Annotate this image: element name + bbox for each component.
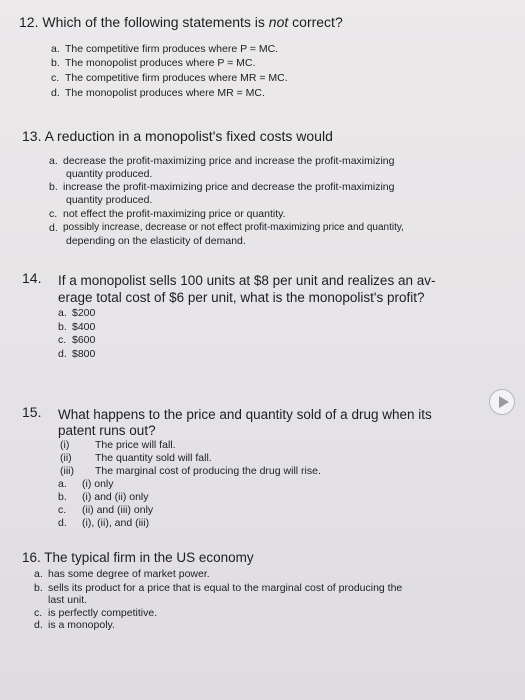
option-letter: d. (34, 619, 43, 631)
play-icon (498, 396, 510, 408)
stem-text-end: correct? (288, 14, 343, 30)
stem-text: Which of the following statements is (42, 14, 269, 30)
option-text: (ii) and (iii) only (82, 504, 154, 516)
option-letter: c. (34, 607, 43, 619)
option-text: The competitive firm produces where P = MC. (65, 43, 279, 55)
question-12-stem (19, 14, 343, 31)
option-text: is perfectly competitive. (48, 607, 158, 619)
question-15-stem-line-2: patent runs out? (58, 423, 156, 438)
option-text: The monopolist produces where P = MC. (65, 57, 256, 69)
option-letter: c. (49, 208, 58, 220)
option-b-continuation: quantity produced. (66, 194, 153, 206)
option-text: sells its product for a price that is equal to the marginal cost of producing the (48, 582, 403, 594)
question-16-stem (22, 549, 254, 566)
option-text: (i), (ii), and (iii) (82, 517, 150, 529)
option-letter: a. (49, 155, 58, 167)
option-text: $800 (72, 348, 96, 360)
option-a-continuation: quantity produced. (66, 168, 153, 180)
option-b-continuation: last unit. (48, 594, 88, 606)
option-letter: b. (34, 582, 43, 594)
option-letter: a. (51, 43, 60, 55)
question-14-stem-line-1: If a monopolist sells 100 units at $8 per unit and realizes an av- (58, 273, 436, 288)
stem-emphasis: not (268, 14, 289, 30)
statement-text: The marginal cost of producing the drug will rise. (95, 465, 321, 477)
option-text: $200 (72, 307, 96, 319)
option-text: (i) only (82, 478, 114, 490)
statement-numeral: (ii) (60, 452, 72, 464)
question-number: 14. (22, 270, 42, 286)
question-16 (22, 549, 502, 639)
question-number: 12. (19, 14, 39, 30)
option-letter: d. (58, 517, 67, 529)
question-number: 13. (22, 128, 42, 144)
option-letter: b. (49, 181, 58, 193)
option-letter: a. (34, 568, 43, 580)
statement-numeral: (iii) (60, 465, 74, 477)
option-letter: c. (58, 504, 67, 516)
play-button[interactable] (489, 389, 515, 415)
statement-text: The price will fall. (95, 439, 176, 451)
question-13-stem (22, 128, 333, 145)
option-text: $600 (72, 334, 96, 346)
statement-numeral: (i) (60, 439, 70, 451)
question-14 (22, 270, 512, 370)
option-letter: c. (51, 72, 60, 84)
statement-text: The quantity sold will fall. (95, 452, 212, 464)
stem-text: A reduction in a monopolist's fixed costs would (44, 128, 333, 144)
option-letter: c. (58, 334, 67, 346)
question-13 (22, 128, 512, 258)
option-letter: d. (51, 87, 60, 99)
question-12 (19, 14, 499, 106)
option-text: (i) and (ii) only (82, 491, 149, 503)
option-letter: d. (49, 222, 58, 234)
option-text: is a monopoly. (48, 619, 115, 631)
question-14-stem-line-2: erage total cost of $6 per unit, what is the monopolist's profit? (58, 290, 425, 305)
option-d-continuation: depending on the elasticity of demand. (66, 235, 246, 247)
option-text: The monopolist produces where MR = MC. (65, 87, 265, 99)
option-letter: a. (58, 307, 67, 319)
option-text: has some degree of market power. (48, 568, 210, 580)
question-number: 16. (22, 550, 41, 565)
option-letter: d. (58, 348, 67, 360)
option-text: not effect the profit-maximizing price or quantity. (63, 208, 286, 220)
option-letter: b. (58, 491, 67, 503)
option-letter: b. (51, 57, 60, 69)
stem-text: The typical firm in the US economy (44, 550, 254, 565)
option-text: The competitive firm produces where MR = MC. (65, 72, 288, 84)
question-15-stem-line-1: What happens to the price and quantity sold of a drug when its (58, 407, 432, 422)
option-text: increase the profit-maximizing price and decrease the profit-maximizing (63, 181, 395, 193)
option-letter: a. (58, 478, 67, 490)
question-15 (22, 404, 482, 534)
option-text: decrease the profit-maximizing price and increase the profit-maximizing (63, 155, 395, 167)
option-text: possibly increase, decrease or not effect profit-maximizing price and quantity, (63, 222, 404, 233)
question-number: 15. (22, 404, 42, 420)
option-letter: b. (58, 321, 67, 333)
option-text: $400 (72, 321, 96, 333)
